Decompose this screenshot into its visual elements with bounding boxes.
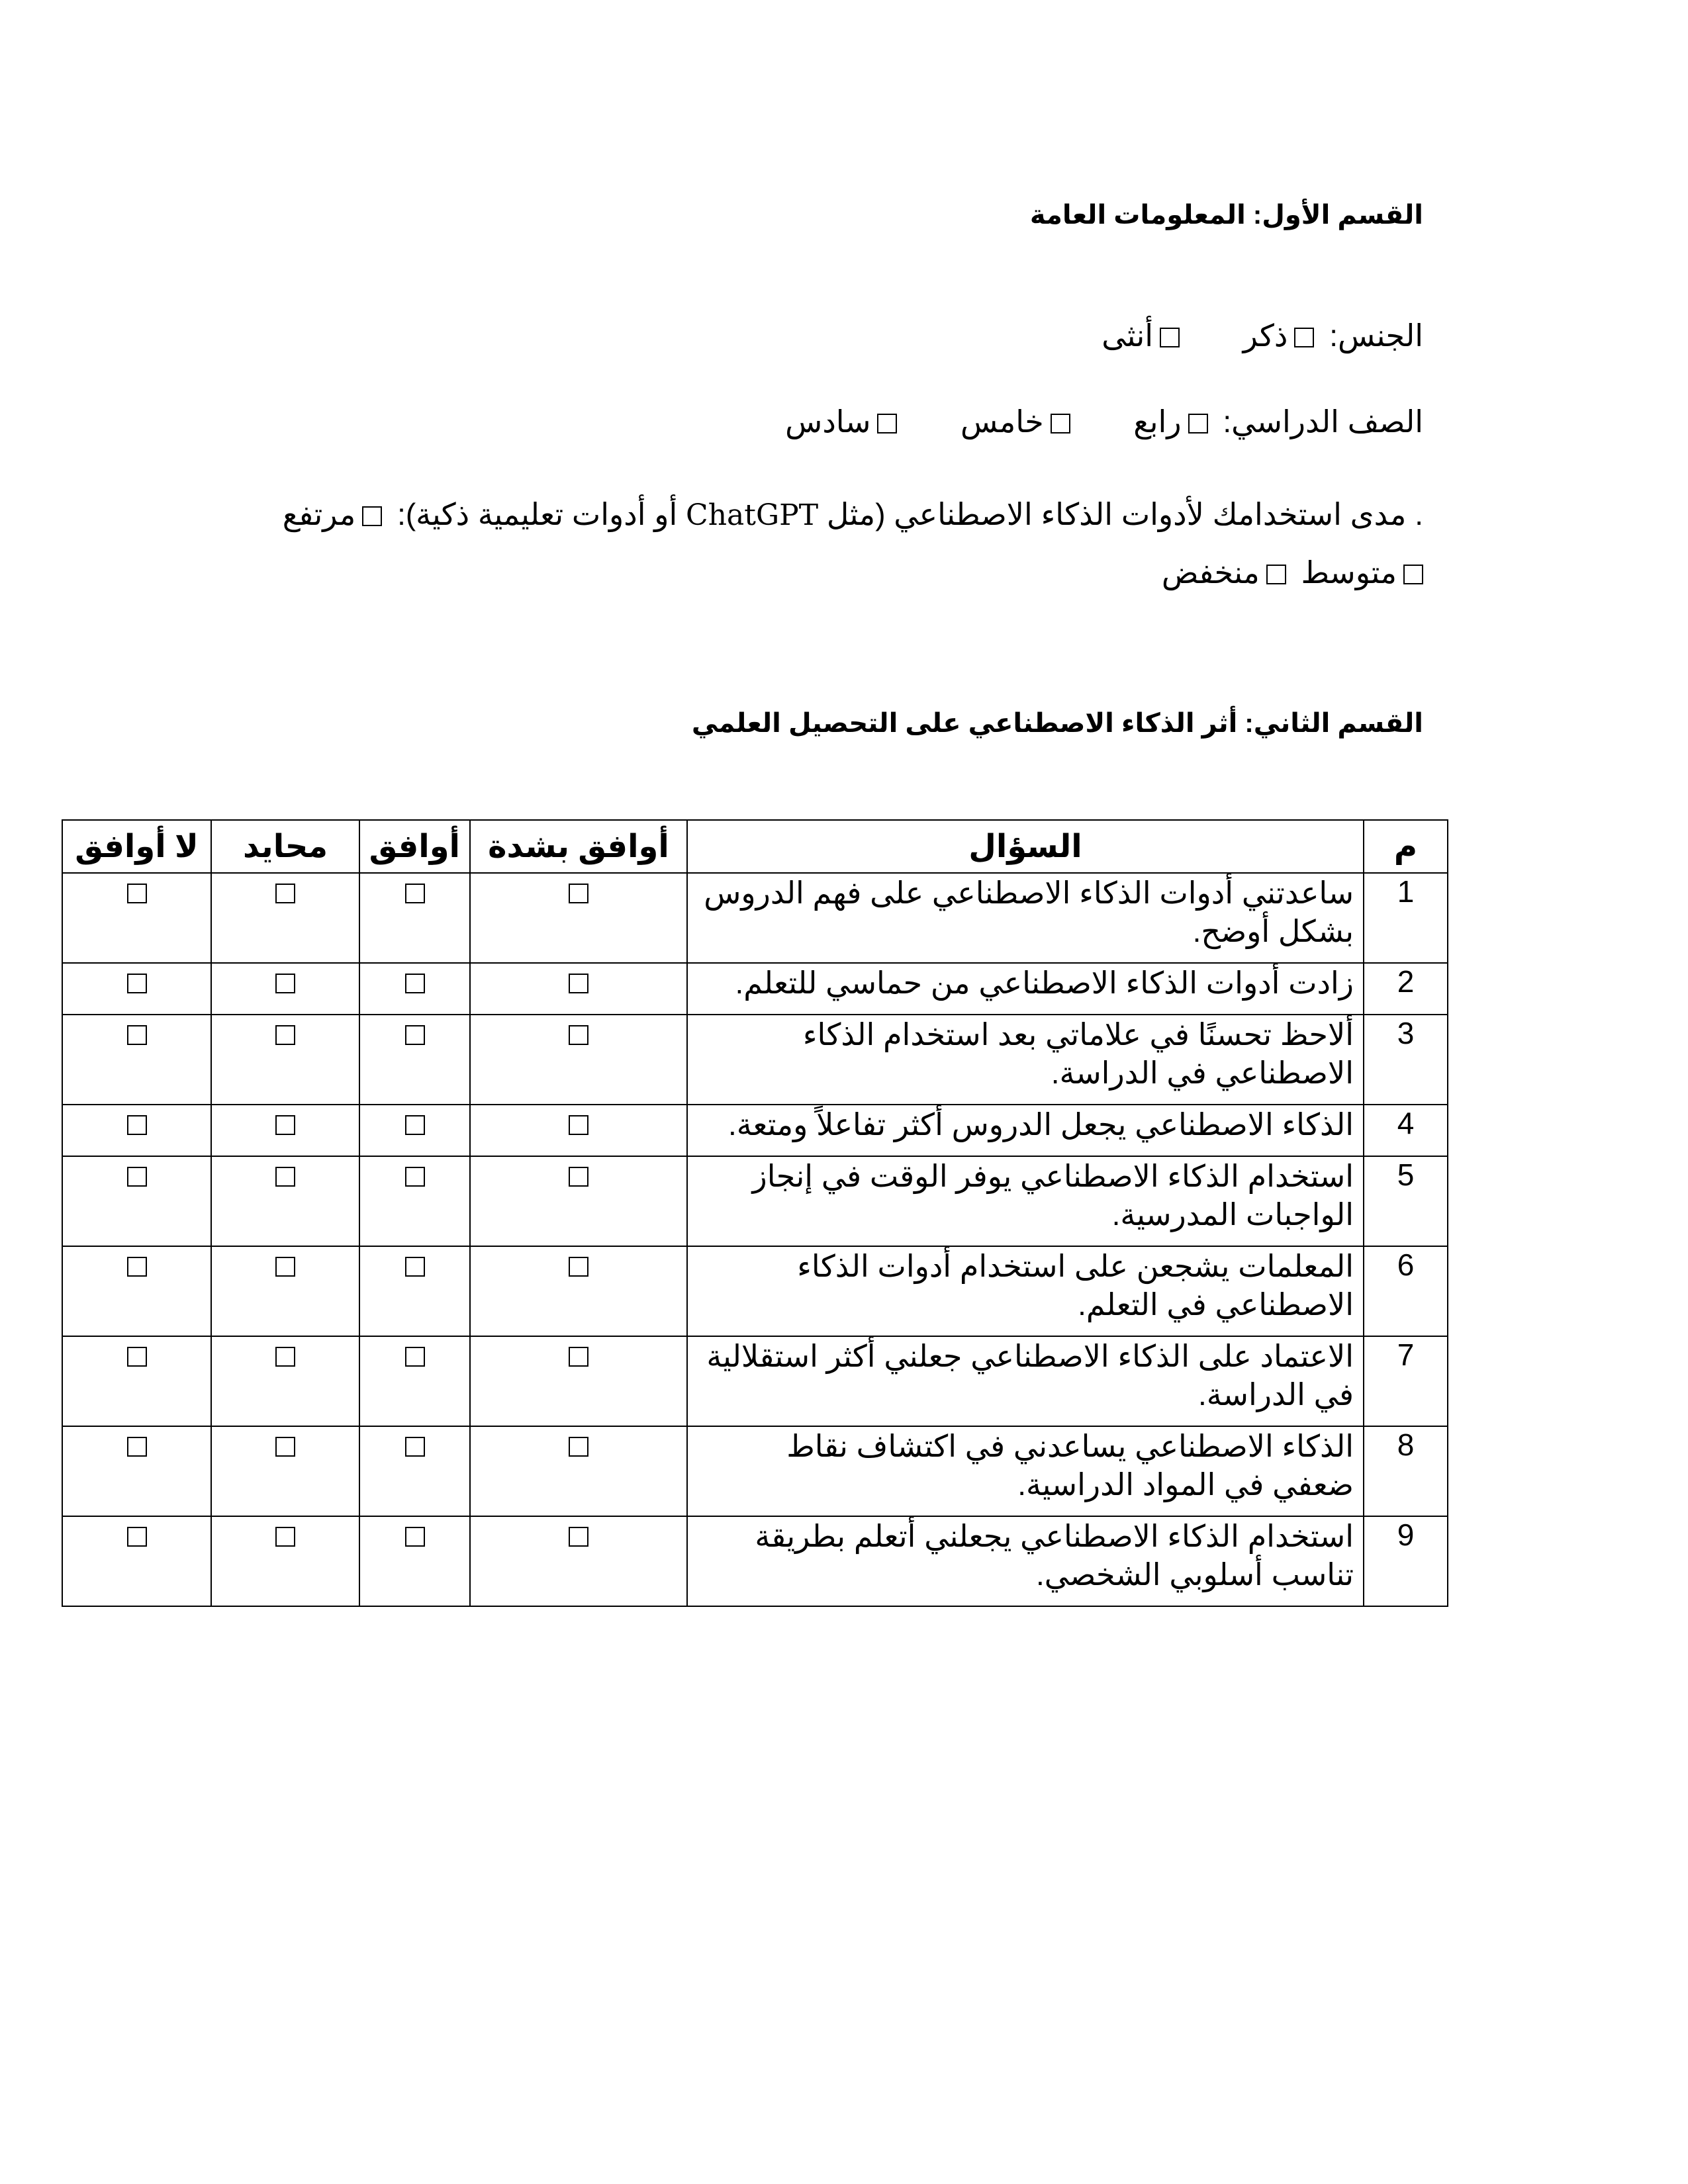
gender-label: الجنس: (1329, 318, 1423, 353)
col-header-agree: أوافق (359, 820, 470, 873)
col-header-number: م (1364, 820, 1448, 873)
survey-table (62, 819, 1448, 1607)
neutral-checkbox[interactable] (275, 1347, 295, 1367)
row-number: 1 (1364, 873, 1448, 963)
disagree-checkbox[interactable] (127, 1347, 147, 1367)
grade-fourth-label: رابع (1133, 404, 1182, 439)
row-number: 6 (1364, 1246, 1448, 1336)
question-text: الذكاء الاصطناعي يجعل الدروس أكثر تفاعلاً ومتعة. (687, 1105, 1364, 1156)
row-number: 8 (1364, 1426, 1448, 1516)
row-number: 9 (1364, 1516, 1448, 1606)
neutral-checkbox[interactable] (275, 1437, 295, 1457)
strongly-agree-checkbox[interactable] (569, 1347, 588, 1367)
usage-low-checkbox[interactable] (1266, 565, 1286, 584)
usage-high-checkbox[interactable] (362, 506, 382, 526)
grade-sixth-label: سادس (785, 404, 871, 439)
strongly-agree-checkbox[interactable] (569, 1527, 588, 1547)
question-text: الاعتماد على الذكاء الاصطناعي جعلني أكثر استقلالية في الدراسة. (687, 1336, 1364, 1426)
grade-label: الصف الدراسي: (1223, 404, 1423, 439)
row-number: 7 (1364, 1336, 1448, 1426)
strongly-agree-checkbox[interactable] (569, 1167, 588, 1187)
grade-fifth-label: خامس (960, 404, 1044, 439)
agree-checkbox[interactable] (405, 884, 425, 903)
question-text: الذكاء الاصطناعي يساعدني في اكتشاف نقاط ضعفي في المواد الدراسية. (687, 1426, 1364, 1516)
question-text: ساعدتني أدوات الذكاء الاصطناعي على فهم الدروس بشكل أوضح. (687, 873, 1364, 963)
disagree-checkbox[interactable] (127, 1115, 147, 1135)
strongly-agree-checkbox[interactable] (569, 1437, 588, 1457)
grade-fifth-checkbox[interactable] (1051, 414, 1070, 433)
table-row (62, 1156, 1448, 1246)
col-header-disagree: لا أوافق (62, 820, 211, 873)
table-row (62, 1015, 1448, 1105)
row-number: 4 (1364, 1105, 1448, 1156)
usage-suffix: أو أدوات تعليمية ذكية): (397, 497, 678, 531)
gender-male-label: ذكر (1243, 318, 1288, 353)
question-text: استخدام الذكاء الاصطناعي يوفر الوقت في إنجاز الواجبات المدرسية. (687, 1156, 1364, 1246)
gender-female-label: أنثى (1102, 318, 1154, 353)
table-row (62, 963, 1448, 1015)
gender-male-checkbox[interactable] (1294, 328, 1314, 347)
usage-medium-label: متوسط (1301, 555, 1397, 590)
neutral-checkbox[interactable] (275, 1115, 295, 1135)
table-row (62, 1516, 1448, 1606)
agree-checkbox[interactable] (405, 1527, 425, 1547)
strongly-agree-checkbox[interactable] (569, 884, 588, 903)
table-row (62, 1426, 1448, 1516)
gender-female-checkbox[interactable] (1160, 328, 1180, 347)
disagree-checkbox[interactable] (127, 974, 147, 993)
neutral-checkbox[interactable] (275, 974, 295, 993)
usage-medium-checkbox[interactable] (1403, 565, 1423, 584)
col-header-strongly-agree: أوافق بشدة (470, 820, 687, 873)
usage-low-label: منخفض (1161, 555, 1260, 590)
grade-sixth-checkbox[interactable] (877, 414, 897, 433)
agree-checkbox[interactable] (405, 1025, 425, 1045)
agree-checkbox[interactable] (405, 1347, 425, 1367)
table-row (62, 1105, 1448, 1156)
row-number: 5 (1364, 1156, 1448, 1246)
gender-row (165, 318, 1423, 353)
neutral-checkbox[interactable] (275, 884, 295, 903)
usage-row (165, 496, 1423, 532)
disagree-checkbox[interactable] (127, 1527, 147, 1547)
row-number: 3 (1364, 1015, 1448, 1105)
neutral-checkbox[interactable] (275, 1527, 295, 1547)
row-number: 2 (1364, 963, 1448, 1015)
agree-checkbox[interactable] (405, 1115, 425, 1135)
grade-row (165, 404, 1423, 439)
section1-heading: القسم الأول: المعلومات العامة (1029, 201, 1423, 230)
disagree-checkbox[interactable] (127, 884, 147, 903)
question-text: ألاحظ تحسنًا في علاماتي بعد استخدام الذكاء الاصطناعي في الدراسة. (687, 1015, 1364, 1105)
strongly-agree-checkbox[interactable] (569, 1025, 588, 1045)
usage-tool-name: ChatGPT (686, 498, 819, 532)
usage-row-continued (165, 555, 1423, 590)
strongly-agree-checkbox[interactable] (569, 1115, 588, 1135)
question-text: زادت أدوات الذكاء الاصطناعي من حماسي للتعلم. (687, 963, 1364, 1015)
neutral-checkbox[interactable] (275, 1257, 295, 1277)
col-header-neutral: محايد (211, 820, 359, 873)
agree-checkbox[interactable] (405, 974, 425, 993)
col-header-question: السؤال (687, 820, 1364, 873)
neutral-checkbox[interactable] (275, 1167, 295, 1187)
neutral-checkbox[interactable] (275, 1025, 295, 1045)
table-row (62, 873, 1448, 963)
disagree-checkbox[interactable] (127, 1167, 147, 1187)
usage-prefix: . مدى استخدامك لأدوات الذكاء الاصطناعي (مثل (826, 497, 1423, 531)
usage-high-label: مرتفع (282, 497, 356, 531)
agree-checkbox[interactable] (405, 1167, 425, 1187)
strongly-agree-checkbox[interactable] (569, 974, 588, 993)
table-row (62, 1246, 1448, 1336)
table-header-row (62, 820, 1448, 873)
strongly-agree-checkbox[interactable] (569, 1257, 588, 1277)
disagree-checkbox[interactable] (127, 1257, 147, 1277)
disagree-checkbox[interactable] (127, 1437, 147, 1457)
grade-fourth-checkbox[interactable] (1188, 414, 1208, 433)
agree-checkbox[interactable] (405, 1257, 425, 1277)
table-row (62, 1336, 1448, 1426)
agree-checkbox[interactable] (405, 1437, 425, 1457)
section2-heading: القسم الثاني: أثر الذكاء الاصطناعي على التحصيل العلمي (691, 709, 1423, 738)
question-text: استخدام الذكاء الاصطناعي يجعلني أتعلم بطريقة تناسب أسلوبي الشخصي. (687, 1516, 1364, 1606)
question-text: المعلمات يشجعن على استخدام أدوات الذكاء الاصطناعي في التعلم. (687, 1246, 1364, 1336)
disagree-checkbox[interactable] (127, 1025, 147, 1045)
